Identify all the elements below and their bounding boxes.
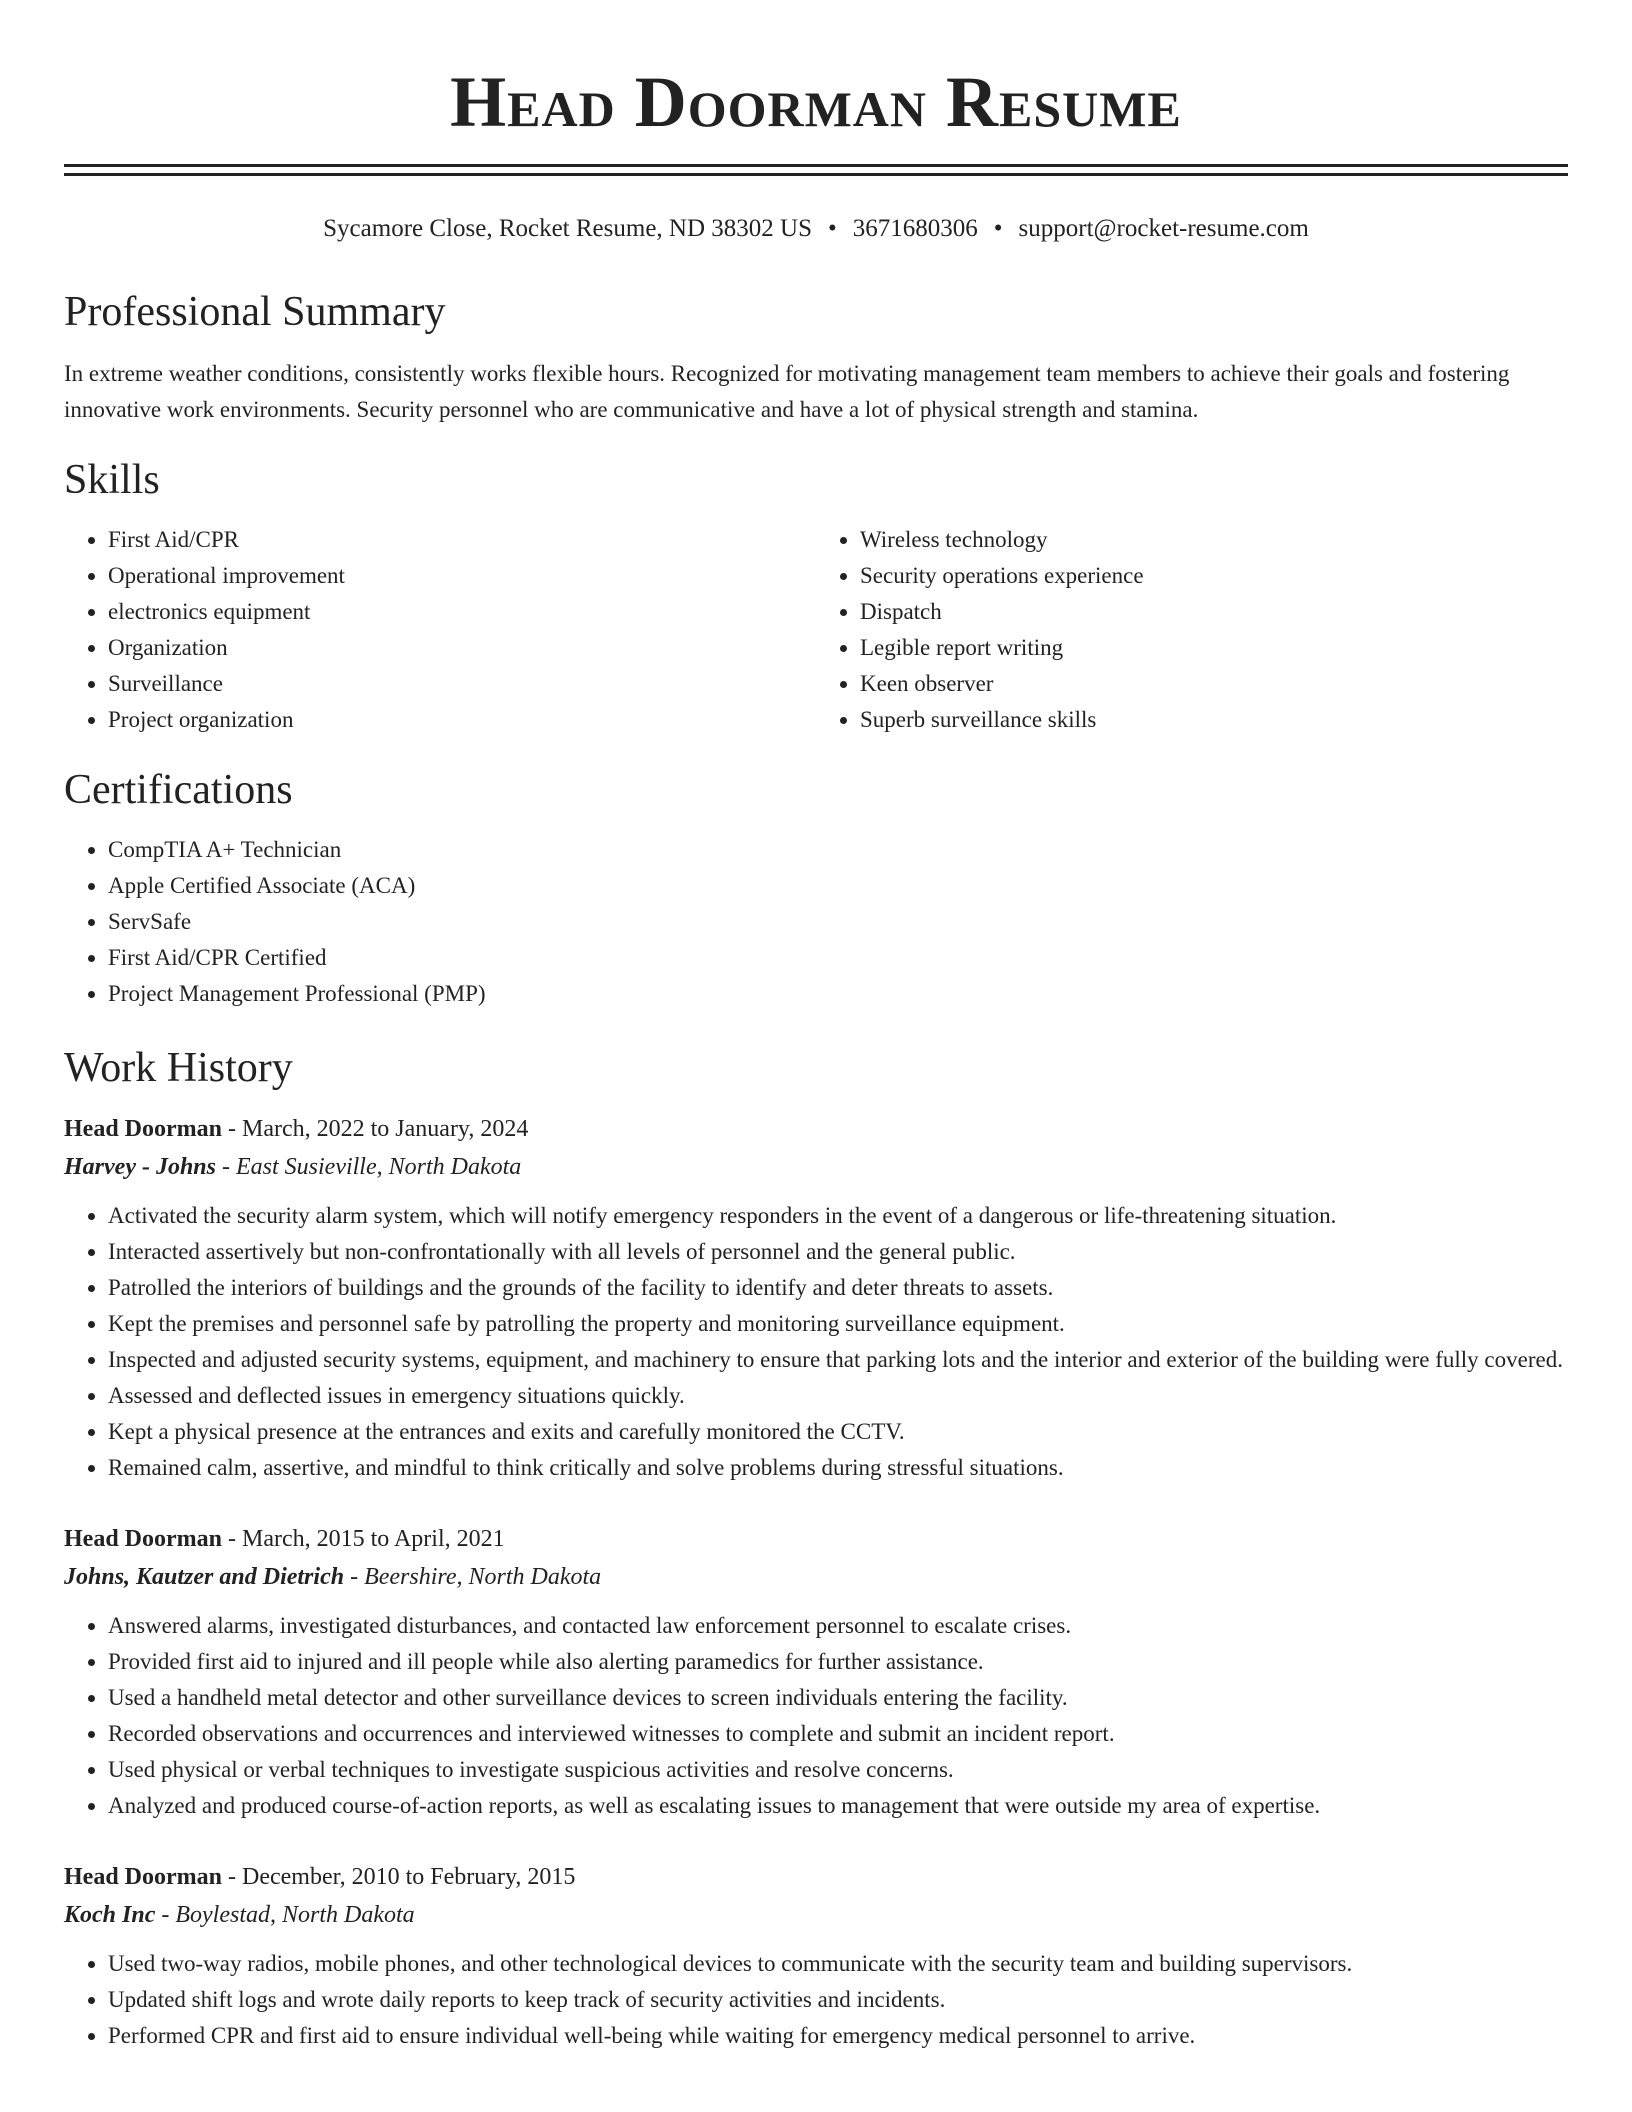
job-bullet: • Answered alarms, investigated disturbances, and contacted law enforcement personnel to escalate crises. [108, 1608, 1568, 1644]
skill-item: • Wireless technology [860, 522, 1568, 558]
job-title-line [64, 1858, 1568, 1896]
contact-line [64, 212, 1568, 246]
job-bullet: • Kept a physical presence at the entrances and exits and carefully monitored the CCTV. [108, 1414, 1568, 1450]
job-bullets [64, 1608, 1568, 1824]
contact-separator: • [828, 215, 837, 242]
job-title-line [64, 1110, 1568, 1148]
job-bullets [64, 1946, 1568, 2054]
job-bullet: • Interacted assertively but non-confrontationally with all levels of personnel and the general public. [108, 1234, 1568, 1270]
certifications-heading: Certifications [64, 767, 293, 813]
contact-phone: 3671680306 [852, 215, 978, 242]
job-company-line [64, 1148, 1568, 1186]
job-location: - Beershire, North Dakota [344, 1564, 602, 1590]
skill-item: • Operational improvement [108, 558, 816, 594]
skill-item: • Dispatch [860, 594, 1568, 630]
job-company: Koch Inc [64, 1902, 156, 1928]
certification-item: • First Aid/CPR Certified [108, 940, 1568, 976]
skill-item: • Superb surveillance skills [860, 702, 1568, 738]
skill-item: • Organization [108, 630, 816, 666]
title-divider-top [64, 164, 1568, 167]
job-location: - East Susieville, North Dakota [216, 1154, 522, 1180]
job-role: Head Doorman [64, 1864, 222, 1890]
summary-heading: Professional Summary [64, 289, 446, 335]
job-bullet: • Patrolled the interiors of buildings and the grounds of the facility to identify and deter threats to assets. [108, 1270, 1568, 1306]
job-company: Johns, Kautzer and Dietrich [64, 1564, 345, 1590]
skills-grid [64, 522, 1568, 738]
certifications-list [64, 832, 1568, 1012]
job-company-line [64, 1896, 1568, 1934]
skills-column-right [816, 522, 1568, 738]
skill-item: • Surveillance [108, 666, 816, 702]
skill-item: • Project organization [108, 702, 816, 738]
job-bullet: • Analyzed and produced course-of-action reports, as well as escalating issues to management that were outside my area of expertise. [108, 1788, 1568, 1824]
certification-item: • ServSafe [108, 904, 1568, 940]
skill-item: • electronics equipment [108, 594, 816, 630]
skill-item: • Keen observer [860, 666, 1568, 702]
skills-list-left [64, 522, 816, 738]
job-dates: - March, 2015 to April, 2021 [222, 1526, 505, 1552]
certification-item: • Apple Certified Associate (ACA) [108, 868, 1568, 904]
job-title-line [64, 1520, 1568, 1558]
job-bullet: • Assessed and deflected issues in emergency situations quickly. [108, 1378, 1568, 1414]
job-bullets [64, 1198, 1568, 1486]
job-entry [64, 1110, 1568, 1486]
job-bullet: • Remained calm, assertive, and mindful to think critically and solve problems during stressful situations. [108, 1450, 1568, 1486]
job-bullet: • Updated shift logs and wrote daily reports to keep track of security activities and incidents. [108, 1982, 1568, 2018]
job-bullet: • Activated the security alarm system, which will notify emergency responders in the event of a dangerous or life-threatening situation. [108, 1198, 1568, 1234]
skill-item: • Security operations experience [860, 558, 1568, 594]
job-bullet: • Used physical or verbal techniques to investigate suspicious activities and resolve concerns. [108, 1752, 1568, 1788]
job-bullet: • Inspected and adjusted security systems, equipment, and machinery to ensure that parking lots and the interior and exterior of the building were fully covered. [108, 1342, 1568, 1378]
job-bullet: • Kept the premises and personnel safe by patrolling the property and monitoring surveillance equipment. [108, 1306, 1568, 1342]
certification-item: • CompTIA A+ Technician [108, 832, 1568, 868]
resume-title: Head Doorman Resume [450, 62, 1182, 142]
skill-item: • First Aid/CPR [108, 522, 816, 558]
title-divider-bottom [64, 173, 1568, 176]
job-dates: - March, 2022 to January, 2024 [222, 1116, 529, 1142]
certification-item: • Project Management Professional (PMP) [108, 976, 1568, 1012]
job-entry [64, 1520, 1568, 1824]
job-bullet: • Provided first aid to injured and ill people while also alerting paramedics for further assistance. [108, 1644, 1568, 1680]
job-location: - Boylestad, North Dakota [155, 1902, 415, 1928]
job-dates: - December, 2010 to February, 2015 [222, 1864, 576, 1890]
work-history-heading: Work History [64, 1045, 293, 1091]
contact-email: support@rocket-resume.com [1018, 215, 1309, 242]
summary-text: In extreme weather conditions, consistently works flexible hours. Recognized for motivating management team members to achieve their goals and fostering innovative work environments. Security personnel who are communicative and have a lot of physical strength and stamina. [64, 361, 1510, 422]
job-role: Head Doorman [64, 1116, 222, 1142]
job-entry [64, 1858, 1568, 2054]
skills-heading: Skills [64, 457, 160, 503]
job-company-line [64, 1558, 1568, 1596]
contact-separator: • [993, 215, 1003, 242]
job-bullet: • Used two-way radios, mobile phones, and other technological devices to communicate with the security team and building supervisors. [108, 1946, 1568, 1982]
skill-item: • Legible report writing [860, 630, 1568, 666]
job-bullet: • Performed CPR and first aid to ensure individual well-being while waiting for emergency medical personnel to arrive. [108, 2018, 1568, 2054]
contact-address: Sycamore Close, Rocket Resume, ND 38302 US [323, 215, 812, 242]
skills-column-left [64, 522, 816, 738]
job-company: Harvey - Johns [64, 1154, 216, 1180]
job-role: Head Doorman [64, 1526, 222, 1552]
skills-list-right [816, 522, 1568, 738]
job-bullet: • Recorded observations and occurrences and interviewed witnesses to complete and submit an incident report. [108, 1716, 1568, 1752]
job-bullet: • Used a handheld metal detector and other surveillance devices to screen individuals entering the facility. [108, 1680, 1568, 1716]
